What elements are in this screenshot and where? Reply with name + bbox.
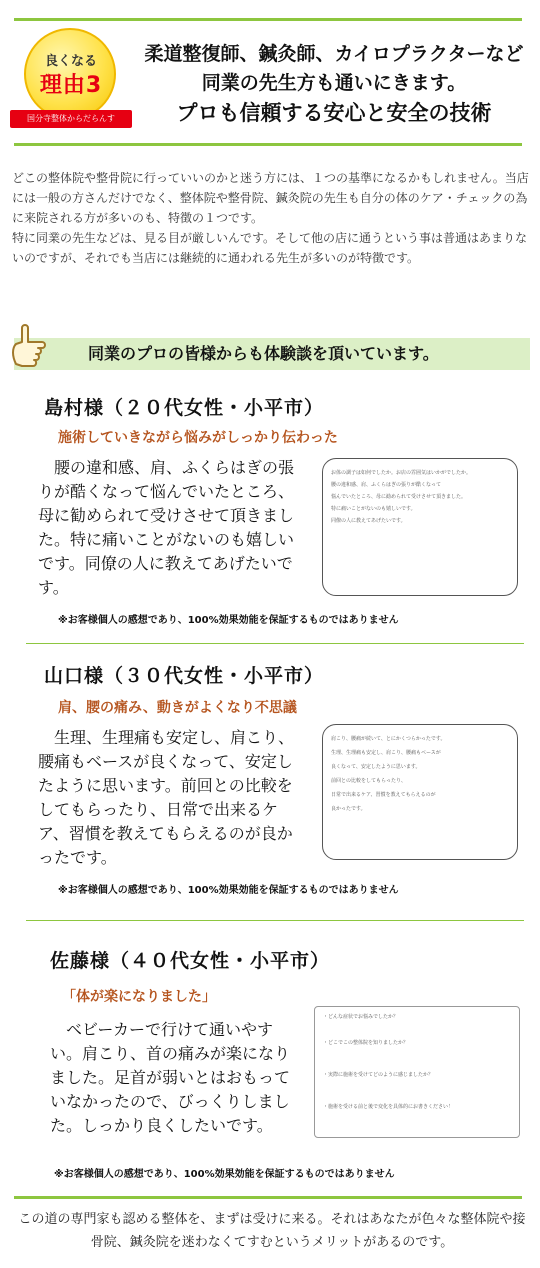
card-line: ・どんな症状でお悩みでしたか？ [323,1014,399,1020]
testimonial-banner [14,338,530,370]
disclaimer-note: ※お客様個人の感想であり、100%効果効能を保証するものではありません [58,615,399,626]
card-line: 良くなって、安定したように思います。 [331,764,421,770]
testimonial-body: ベビーカーで行けて通いやすい。肩こり、首の痛みが楽になりました。足首が弱いとはおもっていなかったので、びっくりしました。しっかり良くしたいです。 [50,1020,291,1135]
card-line: 腰の違和感、肩、ふくらはぎの張りが酷くなって [331,482,442,488]
card-line: 肩こり、腰痛が続いて、とにかくつらかったです。 [331,736,446,742]
handwritten-card-image [322,458,518,596]
disclaimer-note: ※お客様個人の感想であり、100%効果効能を保証するものではありません [58,885,399,896]
badge-main-text: 理由3 [39,73,103,98]
card-line: 生理、生理痛も安定し、肩こり、腰痛もベースが [331,750,441,756]
handwritten-card-image [322,724,518,860]
disclaimer-note: ※お客様個人の感想であり、100%効果効能を保証するものではありません [54,1169,395,1180]
headline [138,40,530,127]
intro-text [12,168,530,268]
badge-top-text: 良くなる [44,54,97,69]
closing-text: この道の専門家も認める整体を、まずは受けに来る。それはあなたが色々な整体院や接骨院、鍼灸院を迷わなくてすむというメリットがあるのです。 [18,1212,526,1250]
card-line: 前回との比較をしてもらったり、 [331,778,407,784]
card-line: 日常で出来るケア、習慣を教えてもらえるのが [331,792,436,798]
pointing-hand-icon [8,320,52,370]
header-bottom-divider [14,143,522,146]
card-line: ・実際に施術を受けてどのように感じましたか？ [323,1072,434,1078]
testimonial-body: 生理、生理痛も安定し、肩こり、腰痛もベースが良くなって、安定したように思います。前回との比較をしてもらったり、日常で出来るケア、習慣を教えてもらえるのが良かったです。 [38,728,295,867]
card-line: 悩んでいたところ、母に勧められて受けさせて頂きました。 [331,494,467,500]
testimonial-name: 山口様（３０代女性・小平市） [44,665,325,687]
card-line: ・施術を受ける前と後で変化を具体的にお書きください！ [323,1104,454,1110]
card-line: 良かったです。 [331,806,366,812]
card-line: お体の調子は如何でしたか。お店の雰囲気はいかがでしたか。 [331,470,472,476]
section-divider [26,643,524,644]
banner-text: 同業のプロの皆様からも体験談を頂いています。 [88,344,439,363]
reason-badge [10,28,132,128]
testimonial-subtitle: 肩、腰の痛み、動きがよくなり不思議 [58,700,297,716]
survey-sheet-image [314,1006,520,1138]
headline-line-3: プロも信頼する安心と安全の技術 [176,100,492,125]
section-divider [26,920,524,921]
top-divider [14,18,522,21]
testimonial-subtitle: 施術していきながら悩みがしっかり伝わった [58,430,338,446]
intro-paragraph: どこの整体院や整骨院に行っていいのかと迷う方には、１つの基準になるかもしれません。当店には一般の方さんだけでなく、整体院や整骨院、鍼灸院の先生も自分の体のケア・チェックの為に来院される方が多いのも、特徴の１つです。 [12,171,529,225]
testimonial-subtitle: 「体が楽になりました」 [62,989,216,1005]
testimonial-body: 腰の違和感、肩、ふくらはぎの張りが酷くなって悩んでいたところ、母に勧められて受けさせて頂きました。特に痛いことがないのも嬉しいです。同僚の人に教えてあげたいです。 [38,458,295,597]
badge-ribbon: 国分寺整体からだらんす [10,110,132,128]
card-line: 同僚の人に教えてあげたいです。 [331,518,406,524]
testimonial-name: 島村様（２０代女性・小平市） [44,397,325,419]
testimonial-name: 佐藤様（４０代女性・小平市） [50,950,331,972]
headline-line-2: 同業の先生方も通いにきます。 [201,72,467,94]
card-line: ・どこでこの整体院を知りましたか？ [323,1040,409,1046]
card-line: 特に痛いことがないのも嬉しいです。 [331,506,416,512]
closing-divider [14,1196,522,1199]
headline-line-1: 柔道整復師、鍼灸師、カイロプラクターなど [144,43,524,65]
intro-paragraph: 特に同業の先生などは、見る目が厳しいんです。そして他の店に通うという事は普通はあまりないのですが、それでも当店には継続的に通われる先生が多いのが特徴です。 [12,231,528,265]
